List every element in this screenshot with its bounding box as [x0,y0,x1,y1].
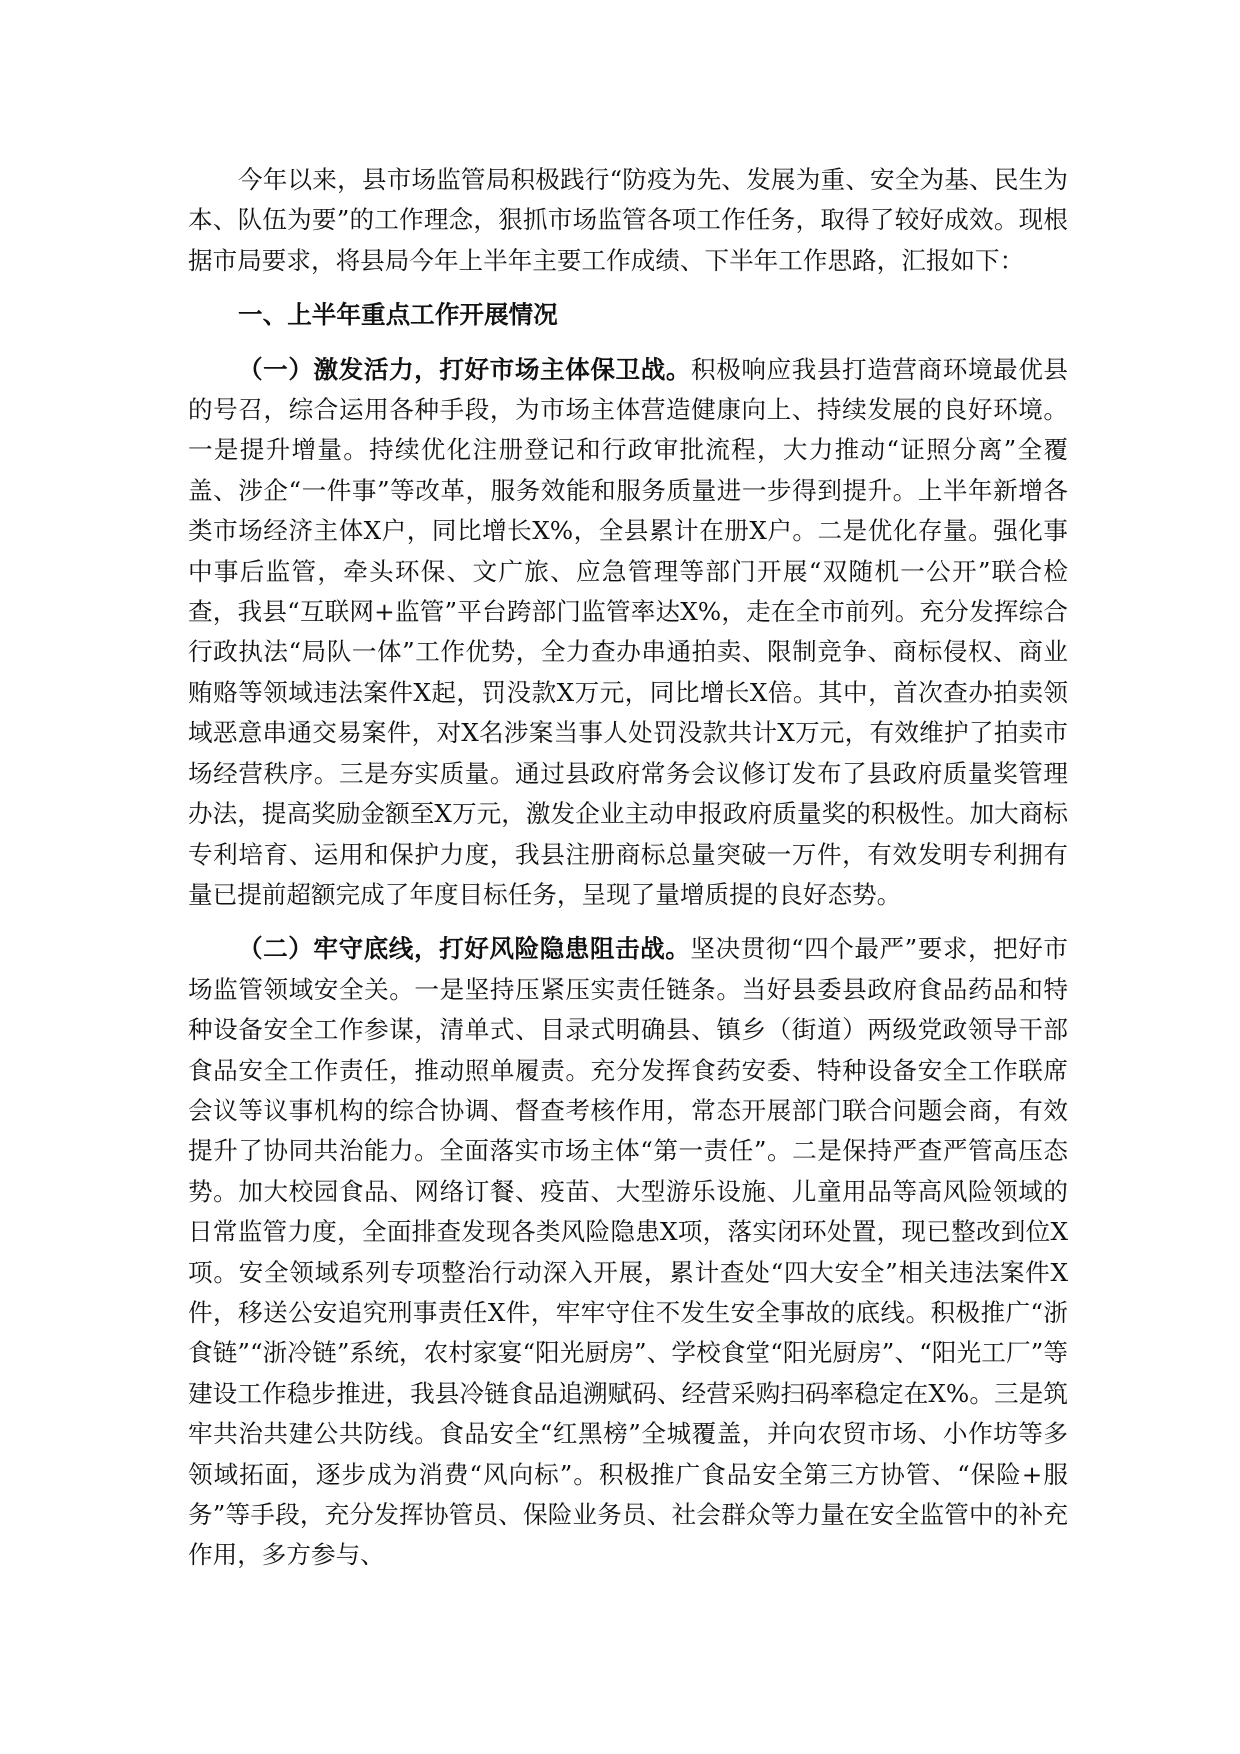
section-heading-1: 一、上半年重点工作开展情况 [238,300,558,330]
subsection-1-title: （一）激发活力，打好市场主体保卫战。 [238,354,692,384]
subsection-1-paragraph [188,350,1068,916]
subsection-2-paragraph [188,929,1068,1576]
subsection-1-body: 积极响应我县打造营商环境最优县的号召，综合运用各种手段，为市场主体营造健康向上、持续发展的良好环境。一是提升增量。持续优化注册登记和行政审批流程，大力推动“证照分离”全覆盖、涉企“一件事”等改革，服务效能和服务质量进一步得到提升。上半年新增各类市场经济主体X户，同比增长X%，全县累计在册X户。二是优化存量。强化事中事后监管，牵头环保、文广旅、应急管理等部门开展“双随机一公开”联合检查，我县“互联网+监管”平台跨部门监管率达X%，走在全市前列。充分发挥综合行政执法“局队一体”工作优势，全力查办串通拍卖、限制竞争、商标侵权、商业贿赂等领域违法案件X起，罚没款X万元，同比增长X倍。其中，首次查办拍卖领域恶意串通交易案件，对X名涉案当事人处罚没款共计X万元，有效维护了拍卖市场经营秩序。三是夯实质量。通过县政府常务会议修订发布了县政府质量奖管理办法，提高奖励金额至X万元，激发企业主动申报政府质量奖的积极性。加大商标专利培育、运用和保护力度，我县注册商标总量突破一万件，有效发明专利拥有量已提前超额完成了年度目标任务，呈现了量增质提的良好态势。 [188,354,1068,909]
intro-paragraph: 今年以来，县市场监管局积极践行“防疫为先、发展为重、安全为基、民生为本、队伍为要”的工作理念，狠抓市场监管各项工作任务，取得了较好成效。现根据市局要求，将县局今年上半年主要工作成绩、下半年工作思路，汇报如下： [188,165,1068,275]
subsection-2-title: （二）牢守底线，打好风险隐患阻击战。 [238,934,691,964]
subsection-2-body: 坚决贯彻“四个最严”要求，把好市场监管领域安全关。一是坚持压紧压实责任链条。当好县委县政府食品药品和特种设备安全工作参谋，清单式、目录式明确县、镇乡（街道）两级党政领导干部食品安全工作责任，推动照单履责。充分发挥食药安委、特种设备安全工作联席会议等议事机构的综合协调、督查考核作用，常态开展部门联合问题会商，有效提升了协同共治能力。全面落实市场主体“第一责任”。二是保持严查严管高压态势。加大校园食品、网络订餐、疫苗、大型游乐设施、儿童用品等高风险领域的日常监管力度，全面排查发现各类风险隐患X项，落实闭环处置，现已整改到位X项。安全领域系列专项整治行动深入开展，累计查处“四大安全”相关违法案件X件，移送公安追究刑事责任X件，牢牢守住不发生安全事故的底线。积极推广“浙食链”“浙冷链”系统，农村家宴“阳光厨房”、学校食堂“阳光厨房”、“阳光工厂”等建设工作稳步推进，我县冷链食品追溯赋码、经营采购扫码率稳定在X%。三是筑牢共治共建公共防线。食品安全“红黑榜”全城覆盖，并向农贸市场、小作坊等多领域拓面，逐步成为消费“风向标”。积极推广食品安全第三方协管、“保险+服务”等手段，充分发挥协管员、保险业务员、社会群众等力量在安全监管中的补充作用，多方参与、 [188,934,1068,1570]
document-body [188,160,1068,1590]
